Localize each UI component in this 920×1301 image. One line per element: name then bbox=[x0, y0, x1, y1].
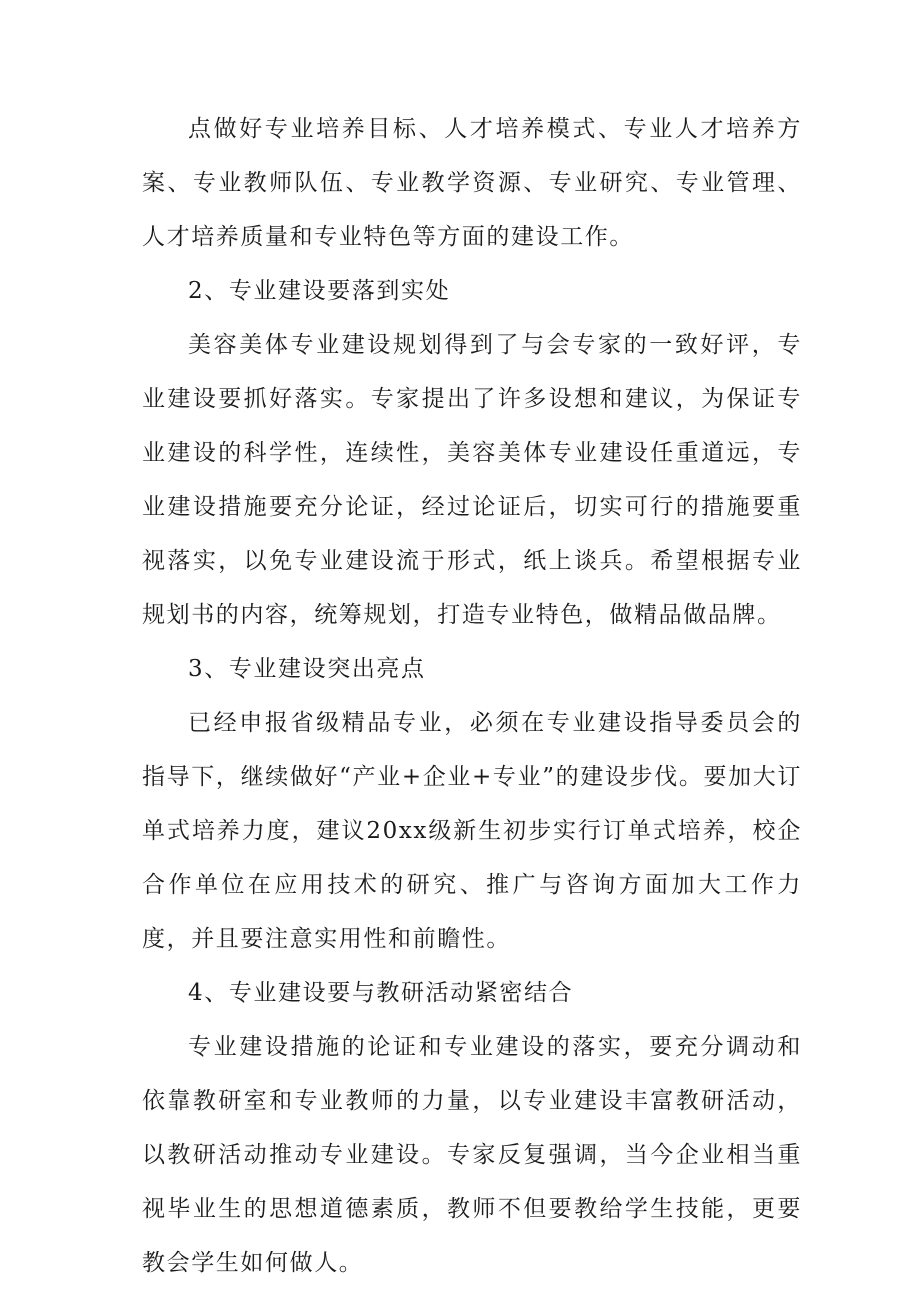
document-page bbox=[142, 102, 802, 1290]
section-heading-2: 2、专业建设要落到实处 bbox=[188, 278, 451, 304]
paragraph-section-4: 专业建设措施的论证和专业建设的落实，要充分调动和依靠教研室和专业教师的力量，以专业建设丰富教研活动，以教研活动推动专业建设。专家反复强调，当今企业相当重视毕业生的思想道德素质，教师不但要教给学生技能，更要教会学生如何做人。 bbox=[142, 1034, 802, 1276]
section-heading-4: 4、专业建设要与教研活动紧密结合 bbox=[188, 980, 574, 1006]
paragraph-section-3: 已经申报省级精品专业，必须在专业建设指导委员会的指导下，继续做好“产业+企业+专业”的建设步伐。要加大订单式培养力度，建议20xx级新生初步实行订单式培养，校企合作单位在应用技术的研究、推广与咨询方面加大工作力度，并且要注意实用性和前瞻性。 bbox=[142, 710, 802, 952]
paragraph-section-2: 美容美体专业建设规划得到了与会专家的一致好评，专业建设要抓好落实。专家提出了许多设想和建议，为保证专业建设的科学性，连续性，美容美体专业建设任重道远，专业建设措施要充分论证，经过论证后，切实可行的措施要重视落实，以免专业建设流于形式，纸上谈兵。希望根据专业规划书的内容，统筹规划，打造专业特色，做精品做品牌。 bbox=[142, 332, 802, 628]
section-heading-3: 3、专业建设突出亮点 bbox=[188, 656, 426, 682]
paragraph-intro-continued: 点做好专业培养目标、人才培养模式、专业人才培养方案、专业教师队伍、专业教学资源、专业研究、专业管理、人才培养质量和专业特色等方面的建设工作。 bbox=[142, 116, 802, 250]
